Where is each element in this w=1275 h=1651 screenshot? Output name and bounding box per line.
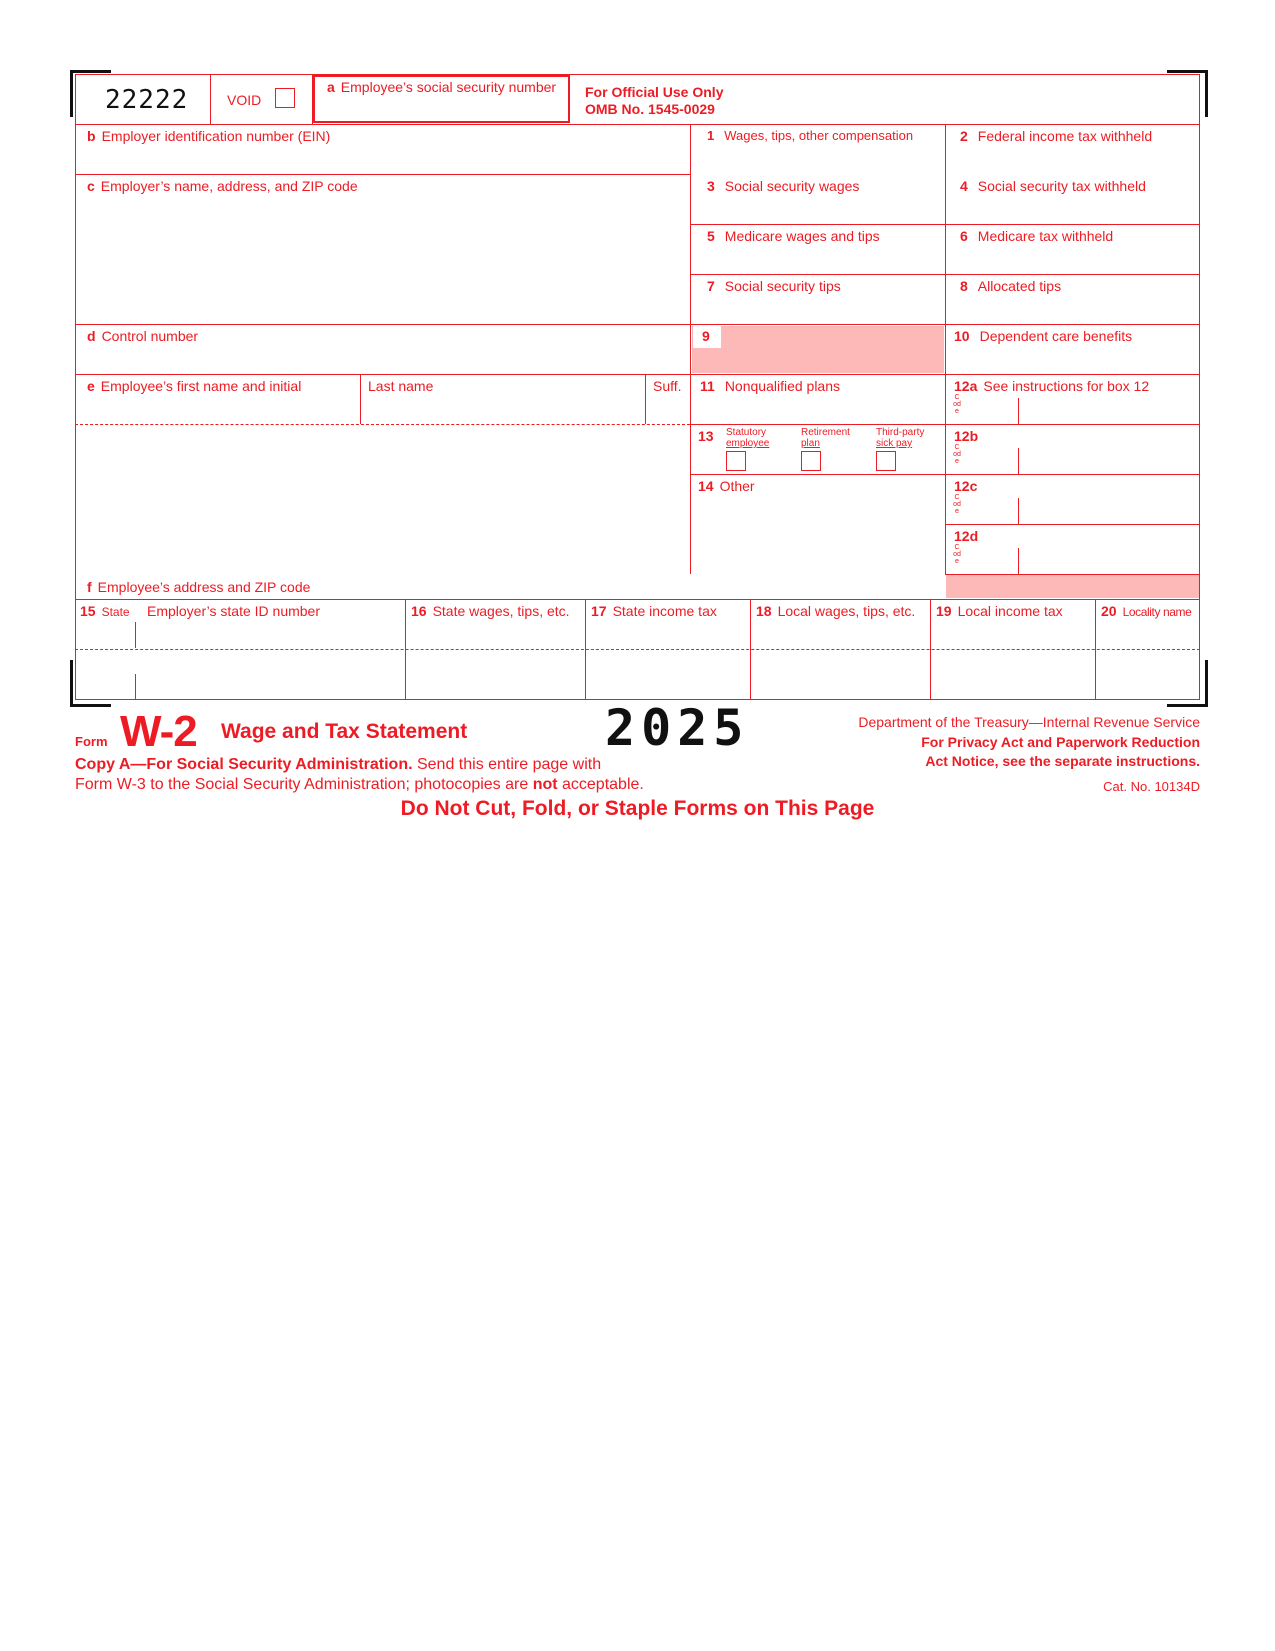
void-label: VOID bbox=[227, 92, 262, 108]
form-code: 22222 bbox=[105, 85, 189, 115]
box-e-suffix[interactable] bbox=[647, 375, 689, 423]
box-11-nonqualified[interactable] bbox=[692, 375, 944, 423]
box-6-label: 6 Medicare tax withheld bbox=[960, 228, 1114, 244]
box-e-suffix-label: Suff. bbox=[653, 378, 682, 394]
box-16-state-wages-1[interactable] bbox=[407, 622, 584, 648]
box-b-label: b Employer identification number (EIN) bbox=[87, 128, 331, 144]
box-5-label: 5 Medicare wages and tips bbox=[707, 228, 880, 244]
box-12d-code[interactable] bbox=[963, 546, 1017, 573]
box-5-medicare-wages[interactable] bbox=[692, 225, 944, 273]
box-10-dependent-care[interactable] bbox=[947, 325, 1199, 373]
box-12b-code-letters: Code bbox=[953, 444, 961, 465]
box-12-shaded-strip bbox=[946, 575, 1199, 598]
box-14-other[interactable] bbox=[692, 496, 944, 573]
box-12b-amount[interactable] bbox=[1020, 446, 1198, 473]
tax-year: 2025 bbox=[605, 699, 750, 757]
box-b-ein[interactable] bbox=[76, 125, 689, 173]
void-checkbox[interactable] bbox=[275, 88, 295, 108]
box-13-label: 13 bbox=[698, 428, 714, 444]
box-a-label: a Employee’s social security number bbox=[327, 79, 557, 95]
box-4-label: 4 Social security tax withheld bbox=[960, 178, 1146, 194]
box-1-label: 1 Wages, tips, other compensation bbox=[707, 128, 914, 143]
box-15-state-2[interactable] bbox=[76, 651, 134, 699]
official-use-line1: For Official Use Only bbox=[585, 84, 724, 100]
box-12c-label: 12c bbox=[954, 478, 978, 494]
box-e-last-name[interactable] bbox=[362, 375, 644, 423]
box-10-label: 10 Dependent care benefits bbox=[954, 328, 1133, 344]
box-17-state-tax-2[interactable] bbox=[587, 651, 749, 699]
box-f-label: f Employee’s address and ZIP code bbox=[87, 579, 311, 595]
box-12d-label: 12d bbox=[954, 528, 979, 544]
box-17-label: 17 State income tax bbox=[591, 603, 717, 619]
box-8-label: 8 Allocated tips bbox=[960, 278, 1062, 294]
department-line: Department of the Treasury—Internal Revenue Service bbox=[858, 714, 1200, 730]
box-12b-code[interactable] bbox=[963, 446, 1017, 473]
box-16-label: 16 State wages, tips, etc. bbox=[411, 603, 570, 619]
box-18-label: 18 Local wages, tips, etc. bbox=[756, 603, 916, 619]
copy-a-line1: Copy A—For Social Security Administration. Send this entire page with bbox=[75, 756, 602, 773]
catalog-number: Cat. No. 10134D bbox=[1103, 779, 1200, 794]
privacy-notice-line2: Act Notice, see the separate instructions. bbox=[925, 753, 1200, 769]
third-party-sick-pay-label: Third-party sick pay bbox=[876, 427, 925, 449]
box-19-local-tax-2[interactable] bbox=[932, 651, 1094, 699]
box-12a-code-letters: Code bbox=[953, 394, 961, 415]
statutory-employee-label: Statutory employee bbox=[726, 427, 770, 449]
box-17-state-tax-1[interactable] bbox=[587, 622, 749, 648]
privacy-notice-line1: For Privacy Act and Paperwork Reduction bbox=[921, 734, 1200, 750]
box-d-control-number[interactable] bbox=[76, 325, 689, 373]
box-12c-code-letters: Code bbox=[953, 494, 961, 515]
box-8-allocated-tips[interactable] bbox=[947, 275, 1199, 323]
box-12a-amount[interactable] bbox=[1020, 396, 1198, 423]
box-9-label: 9 bbox=[702, 328, 710, 344]
omb-number: OMB No. 1545-0029 bbox=[585, 101, 715, 117]
form-name: W-2 bbox=[120, 707, 197, 756]
box-f-employee-address[interactable] bbox=[76, 426, 689, 572]
retirement-plan-checkbox[interactable] bbox=[801, 451, 821, 471]
box-16-state-wages-2[interactable] bbox=[407, 651, 584, 699]
box-6-medicare-tax[interactable] bbox=[947, 225, 1199, 273]
box-15-state-id-1[interactable] bbox=[137, 622, 404, 648]
box-9-shaded bbox=[692, 326, 944, 373]
box-4-ss-tax[interactable] bbox=[947, 175, 1199, 223]
box-15-state-id-label: Employer’s state ID number bbox=[147, 603, 320, 619]
box-3-label: 3 Social security wages bbox=[707, 178, 860, 194]
statutory-employee-checkbox[interactable] bbox=[726, 451, 746, 471]
third-party-sick-pay-checkbox[interactable] bbox=[876, 451, 896, 471]
box-d-label: d Control number bbox=[87, 328, 199, 344]
box-19-label: 19 Local income tax bbox=[936, 603, 1063, 619]
box-e-last-label: Last name bbox=[368, 378, 434, 394]
box-12d-amount[interactable] bbox=[1020, 546, 1198, 573]
box-18-local-wages-1[interactable] bbox=[752, 622, 929, 648]
form-title: Wage and Tax Statement bbox=[221, 720, 468, 743]
box-15-state-1[interactable] bbox=[76, 622, 134, 648]
box-e-first-name[interactable] bbox=[76, 375, 359, 423]
box-15-state-id-2[interactable] bbox=[137, 651, 404, 699]
box-3-ss-wages[interactable] bbox=[692, 175, 944, 223]
box-c-employer-name[interactable] bbox=[76, 175, 689, 323]
box-14-label: 14 Other bbox=[698, 478, 755, 494]
box-12b-label: 12b bbox=[954, 428, 979, 444]
box-7-label: 7 Social security tips bbox=[707, 278, 841, 294]
box-c-label: c Employer’s name, address, and ZIP code bbox=[87, 178, 358, 194]
box-20-locality-2[interactable] bbox=[1097, 651, 1199, 699]
box-12a-code[interactable] bbox=[963, 396, 1017, 423]
box-20-locality-1[interactable] bbox=[1097, 622, 1199, 648]
box-12c-amount[interactable] bbox=[1020, 496, 1198, 523]
w2-form bbox=[75, 74, 1200, 700]
box-12a-label: 12a See instructions for box 12 bbox=[954, 378, 1150, 394]
box-18-local-wages-2[interactable] bbox=[752, 651, 929, 699]
box-7-ss-tips[interactable] bbox=[692, 275, 944, 323]
box-12c-code[interactable] bbox=[963, 496, 1017, 523]
box-2-federal-tax[interactable] bbox=[947, 125, 1199, 173]
copy-a-line2: Form W-3 to the Social Security Administration; photocopies are not acceptable. bbox=[75, 776, 644, 793]
box-11-label: 11 Nonqualified plans bbox=[700, 378, 841, 394]
box-1-wages[interactable] bbox=[692, 125, 944, 173]
do-not-cut-notice: Do Not Cut, Fold, or Staple Forms on This Page bbox=[400, 797, 875, 820]
form-word: Form bbox=[75, 734, 108, 749]
box-20-label: 20 Locality name bbox=[1101, 603, 1192, 619]
box-e-first-label: e Employee’s first name and initial bbox=[87, 378, 302, 394]
box-15-label: 15 State bbox=[80, 603, 130, 619]
box-2-label: 2 Federal income tax withheld bbox=[960, 128, 1153, 144]
retirement-plan-label: Retirement plan bbox=[801, 427, 850, 449]
box-12d-code-letters: Code bbox=[953, 544, 961, 565]
box-19-local-tax-1[interactable] bbox=[932, 622, 1094, 648]
